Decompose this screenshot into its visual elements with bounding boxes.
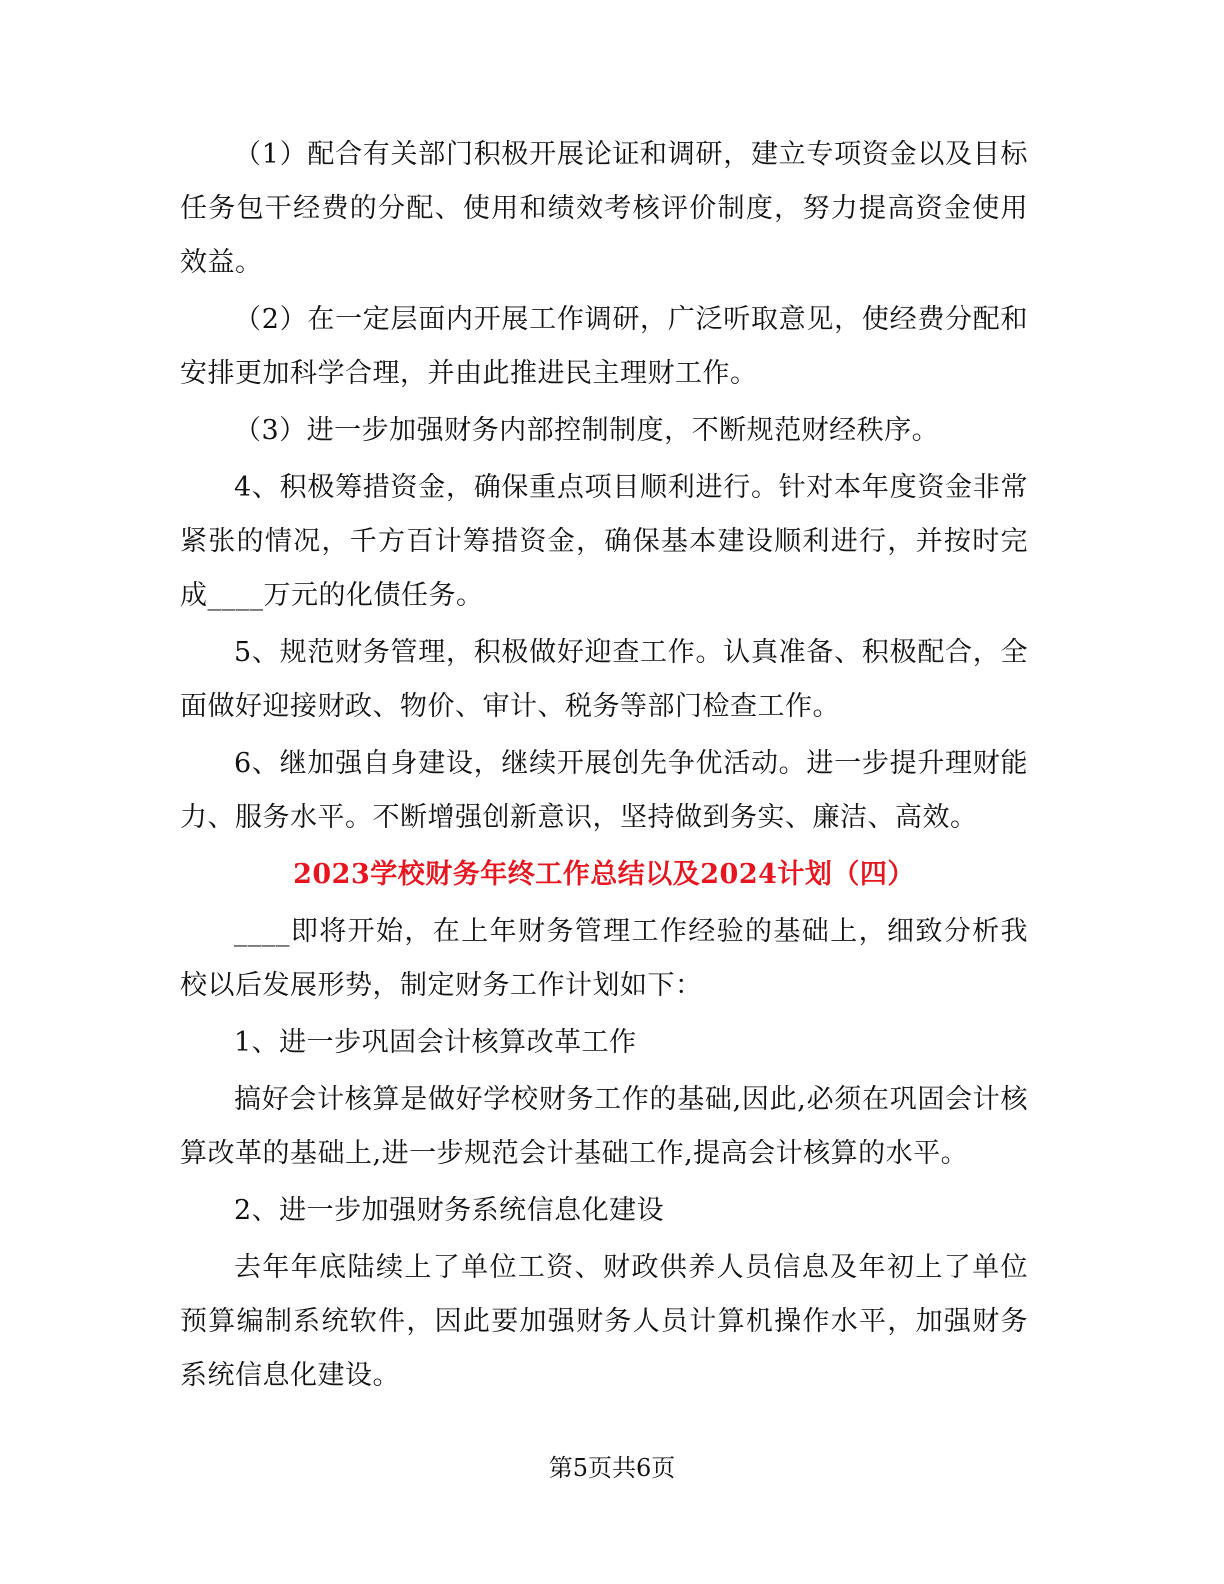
paragraph-4: 4、积极筹措资金，确保重点项目顺利进行。针对本年度资金非常紧张的情况，千方百计筹措资金，确保基本建设顺利进行，并按时完成____万元的化债任务。 bbox=[180, 472, 1028, 611]
paragraph-7: ____即将开始，在上年财务管理工作经验的基础上，细致分析我校以后发展形势，制定财务工作计划如下： bbox=[180, 916, 1028, 1001]
paragraph-1: （1）配合有关部门积极开展论证和调研，建立专项资金以及目标任务包干经费的分配、使用和绩效考核评价制度，努力提高资金使用效益。 bbox=[180, 139, 1028, 278]
page-number-footer: 第5页共6页 bbox=[548, 1454, 676, 1482]
paragraph-2: （2）在一定层面内开展工作调研，广泛听取意见，使经费分配和安排更加科学合理，并由此推进民主理财工作。 bbox=[180, 304, 1028, 389]
paragraph-9: 搞好会计核算是做好学校财务工作的基础,因此,必须在巩固会计核算改革的基础上,进一步规范会计基础工作,提高会计核算的水平。 bbox=[180, 1084, 1028, 1169]
paragraph-6: 6、继加强自身建设，继续开展创先争优活动。进一步提升理财能力、服务水平。不断增强创新意识，坚持做到务实、廉洁、高效。 bbox=[180, 748, 1028, 833]
section-title: 2023学校财务年终工作总结以及2024计划（四） bbox=[293, 859, 915, 890]
paragraph-11: 去年年底陆续上了单位工资、财政供养人员信息及年初上了单位预算编制系统软件，因此要加强财务人员计算机操作水平，加强财务系统信息化建设。 bbox=[180, 1252, 1028, 1391]
paragraph-5: 5、规范财务管理，积极做好迎查工作。认真准备、积极配合，全面做好迎接财政、物价、审计、税务等部门检查工作。 bbox=[180, 637, 1028, 722]
paragraph-3: （3）进一步加强财务内部控制制度，不断规范财经秩序。 bbox=[234, 415, 940, 446]
paragraph-10: 2、进一步加强财务系统信息化建设 bbox=[234, 1195, 665, 1226]
document-body bbox=[180, 128, 1028, 1406]
paragraph-8: 1、进一步巩固会计核算改革工作 bbox=[234, 1027, 637, 1058]
